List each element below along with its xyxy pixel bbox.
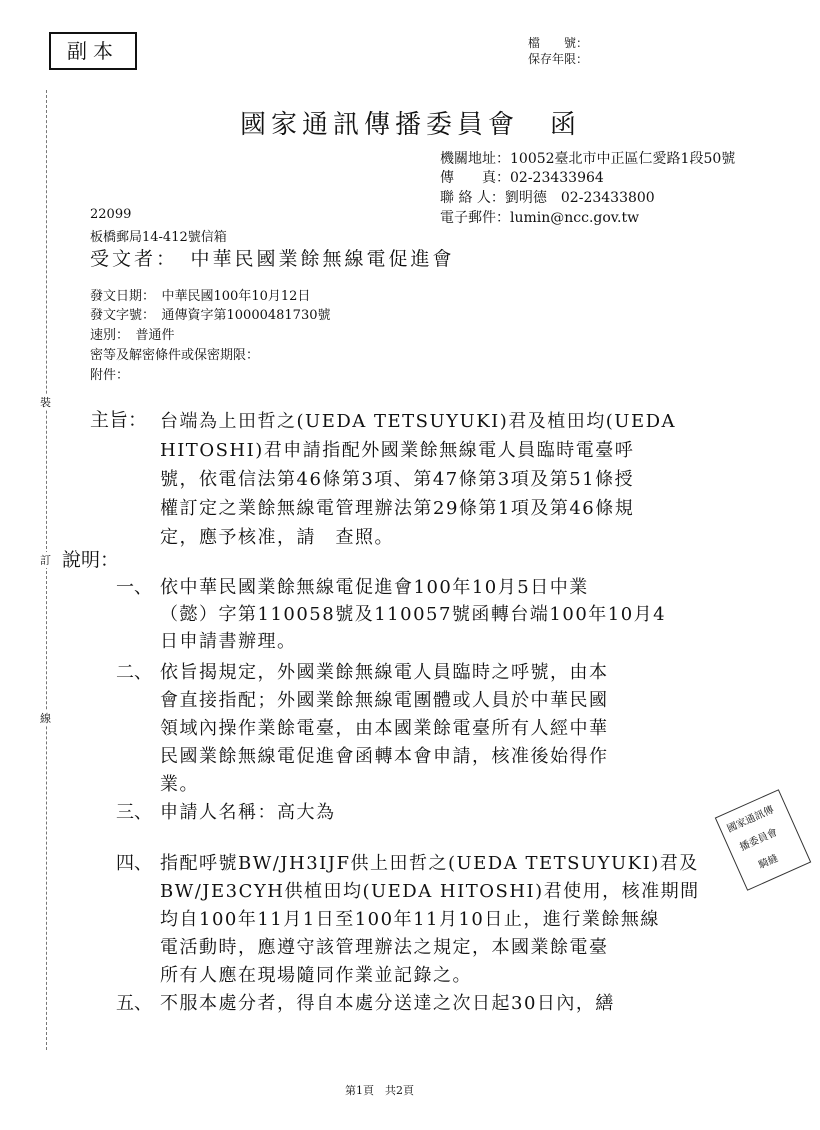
item-line: 均自100年11月1日至100年11月10日止，進行業餘無線 — [160, 909, 660, 930]
item-number: 一、 — [116, 577, 152, 598]
item-number: 五、 — [116, 993, 152, 1014]
explanation-label: 說明： — [62, 549, 120, 571]
postal-code: 22099 — [90, 207, 132, 222]
item-line: 申請人名稱：高大為 — [160, 802, 336, 823]
subject-label: 主旨： — [90, 409, 148, 431]
seal-text: 國家通訊傳 — [725, 804, 776, 835]
subject-line: 權訂定之業餘無線電管理辦法第29條第1項及第46條規 — [160, 498, 635, 519]
subject-line: HITOSHI)君申請指配外國業餘無線電人員臨時電臺呼 — [160, 440, 635, 461]
contact-fax: 傳 真：02-23433964 — [440, 170, 604, 186]
secrecy-condition: 密等及解密條件或保密期限： — [90, 348, 260, 363]
item-line: 電活動時，應遵守該管理辦法之規定，本國業餘電臺 — [160, 937, 609, 958]
document-number: 發文字號： 通傳資字第10000481730號 — [90, 308, 331, 323]
item-line: BW/JE3CYH供植田均(UEDA HITOSHI)君使用，核准期間 — [160, 881, 700, 902]
subject-line: 號，依電信法第46條第3項、第47條第3項及第51條授 — [160, 469, 635, 490]
item-number: 二、 — [116, 662, 152, 683]
seal-text: 播委員會 — [738, 827, 780, 854]
binding-line — [46, 90, 47, 1050]
contact-email: 電子郵件：lumin@ncc.gov.tw — [440, 210, 640, 226]
item-line: 民國業餘無線電促進會函轉本會申請，核准後始得作 — [160, 746, 609, 767]
retention-label: 保存年限： — [528, 52, 589, 66]
item-line: 會直接指配；外國業餘無線電團體或人員於中華民國 — [160, 690, 609, 711]
attachment: 附件： — [90, 368, 130, 383]
binding-char-ding: 訂 — [40, 554, 51, 567]
item-line: （懿）字第110058號及110057號函轉台端100年10月4 — [160, 604, 667, 625]
issue-date: 發文日期： 中華民國100年10月12日 — [90, 289, 311, 304]
item-line: 依旨揭規定，外國業餘無線電人員臨時之呼號，由本 — [160, 662, 609, 683]
subject-line: 定，應予核准，請 查照。 — [160, 527, 394, 548]
file-number-label: 檔 號： — [528, 36, 589, 50]
item-line: 依中華民國業餘無線電促進會100年10月5日中業 — [160, 577, 589, 598]
page-number: 第1頁 共2頁 — [345, 1084, 414, 1097]
item-number: 三、 — [116, 802, 152, 823]
binding-char-zhuang: 裝 — [40, 396, 51, 409]
postal-box: 板橋郵局14-412號信箱 — [90, 230, 227, 245]
document-title: 國家通訊傳播委員會 函 — [240, 110, 582, 140]
item-line: 指配呼號BW/JH3IJF供上田哲之(UEDA TETSUYUKI)君及 — [160, 853, 699, 874]
item-line: 日申請書辦理。 — [160, 631, 297, 652]
item-line: 不服本處分者，得自本處分送達之次日起30日內，繕 — [160, 993, 615, 1014]
item-number: 四、 — [116, 853, 152, 874]
binding-char-xian: 線 — [40, 712, 51, 725]
item-line: 領域內操作業餘電臺，由本國業餘電臺所有人經中華 — [160, 718, 609, 739]
subject-line: 台端為上田哲之(UEDA TETSUYUKI)君及植田均(UEDA — [160, 411, 677, 432]
contact-person: 聯 絡 人：劉明德 02-23433800 — [440, 190, 655, 206]
item-line: 業。 — [160, 774, 199, 795]
seal-text: 騎縫 — [757, 853, 780, 872]
seal-stamp — [715, 789, 811, 891]
item-line: 所有人應在現場隨同作業並記錄之。 — [160, 965, 472, 986]
recipient: 受文者： 中華民國業餘無線電促進會 — [90, 248, 455, 270]
speed-class: 速別： 普通件 — [90, 328, 175, 343]
contact-address: 機關地址：10052臺北市中正區仁愛路1段50號 — [440, 151, 736, 167]
copy-label-box: 副本 — [49, 32, 137, 70]
